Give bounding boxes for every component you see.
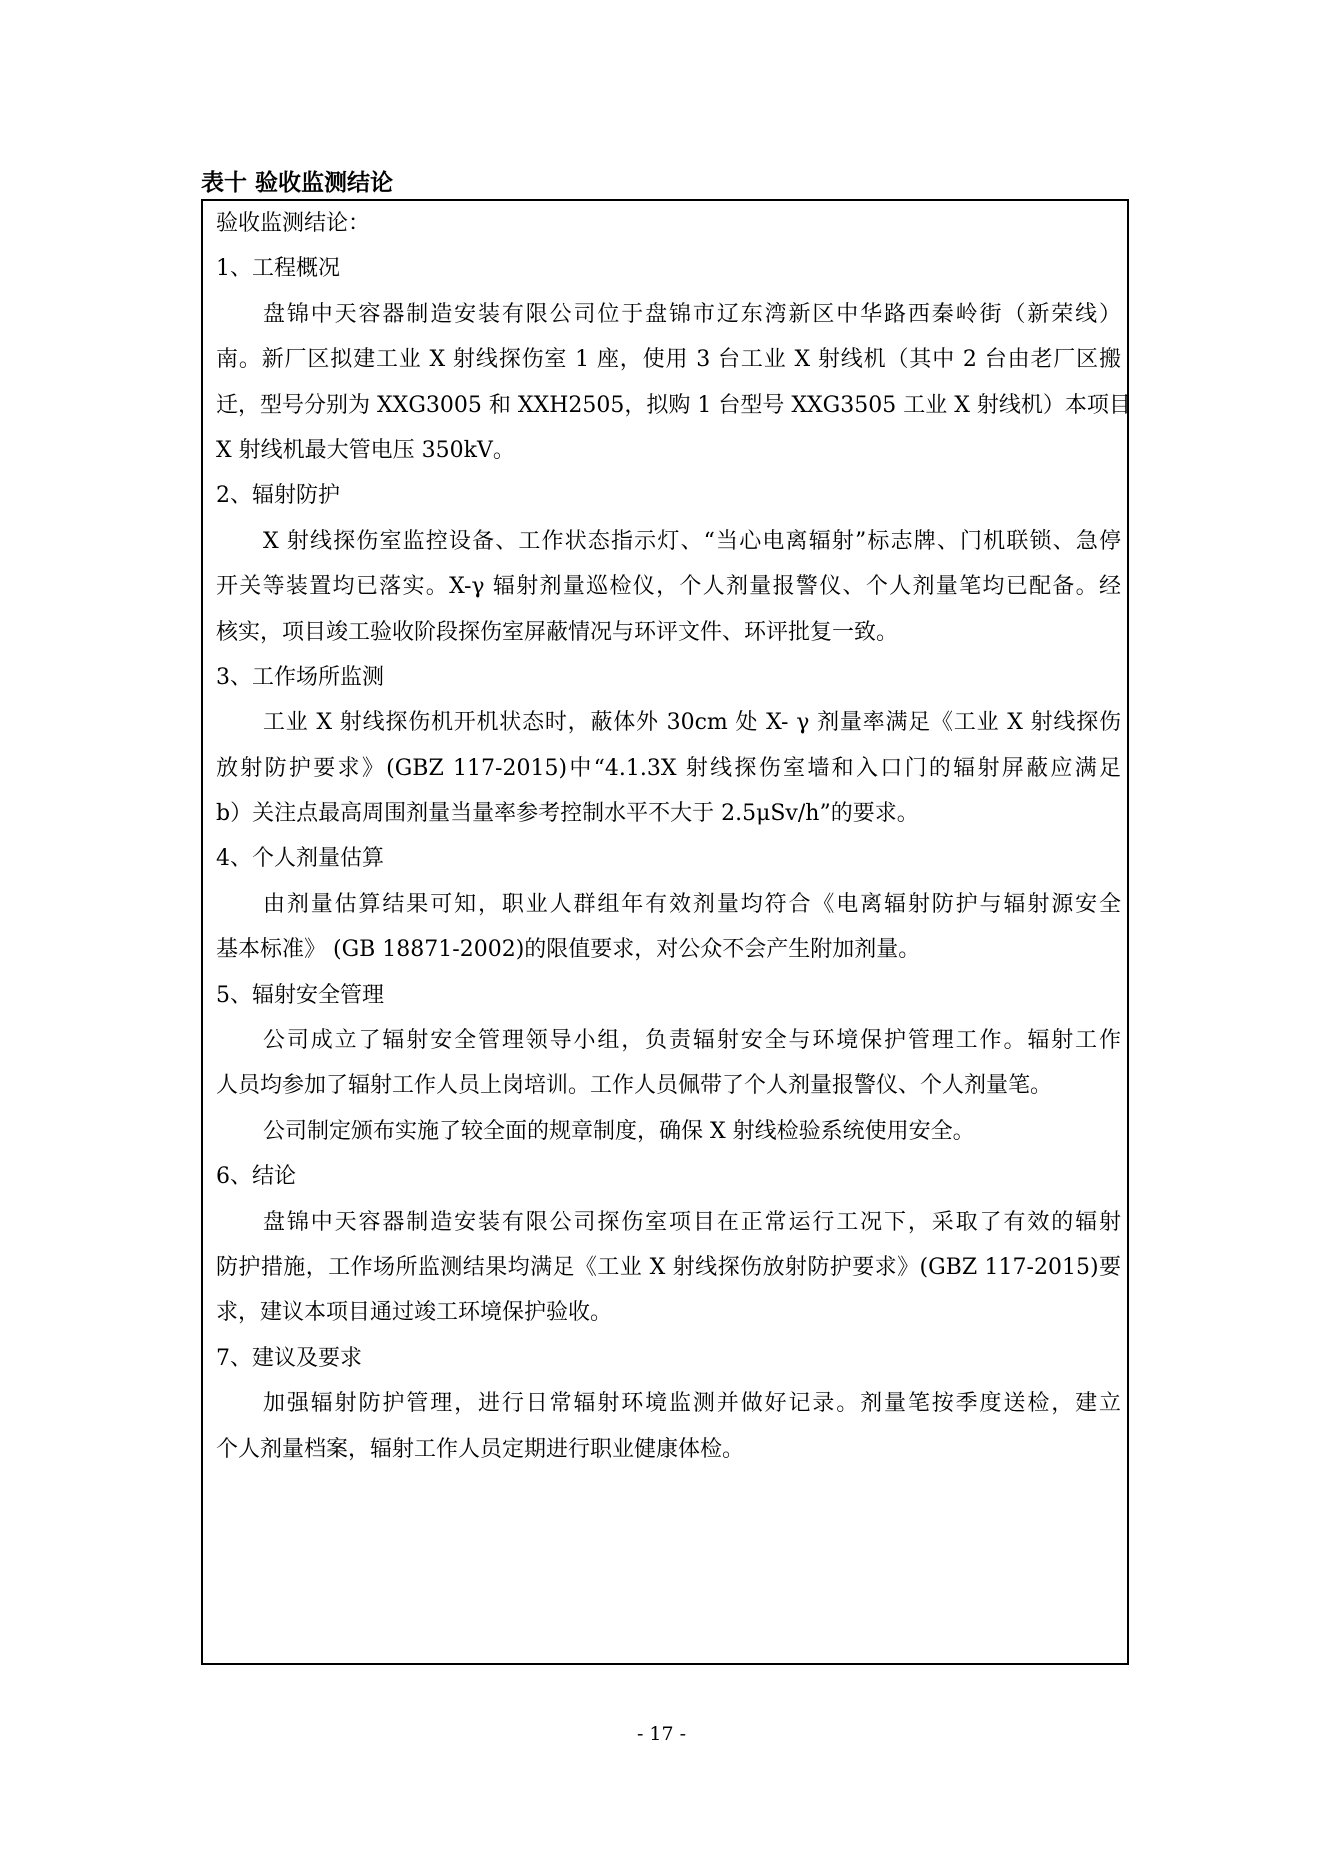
paragraph-line: X 射线探伤室监控设备、工作状态指示灯、“当心电离辐射”标志牌、门机联锁、急停	[263, 528, 1121, 554]
section-heading: 5、辐射安全管理	[216, 982, 384, 1008]
paragraph-line: 盘锦中天容器制造安装有限公司探伤室项目在正常运行工况下，采取了有效的辐射	[263, 1209, 1121, 1235]
paragraph-line: 公司成立了辐射安全管理领导小组，负责辐射安全与环境保护管理工作。辐射工作	[263, 1028, 1121, 1054]
paragraph-line: 放射防护要求》(GBZ 117-2015)中“4.1.3X 射线探伤室墙和入口门的辐射屏蔽应满足	[216, 755, 1121, 781]
conclusion-content	[216, 201, 1131, 1472]
conclusion-table	[201, 199, 1129, 1665]
paragraph-line: 个人剂量档案，辐射工作人员定期进行职业健康体检。	[216, 1436, 745, 1462]
section-heading: 4、个人剂量估算	[216, 846, 384, 872]
section-heading: 1、工程概况	[216, 256, 340, 282]
paragraph-line: X 射线机最大管电压 350kV。	[216, 437, 515, 463]
section-heading: 3、工作场所监测	[216, 664, 384, 690]
paragraph-line: 防护措施，工作场所监测结果均满足《工业 X 射线探伤放射防护要求》(GBZ 117-2015)要	[216, 1254, 1121, 1280]
section-heading: 7、建议及要求	[216, 1345, 362, 1371]
paragraph-line: 加强辐射防护管理，进行日常辐射环境监测并做好记录。剂量笔按季度送检，建立	[263, 1391, 1121, 1417]
paragraph-line: 人员均参加了辐射工作人员上岗培训。工作人员佩带了个人剂量报警仪、个人剂量笔。	[216, 1073, 1053, 1099]
paragraph-line: b）关注点最高周围剂量当量率参考控制水平不大于 2.5μSv/h”的要求。	[216, 801, 919, 827]
paragraph-line: 南。新厂区拟建工业 X 射线探伤室 1 座，使用 3 台工业 X 射线机（其中 2 台由老厂区搬	[216, 347, 1121, 373]
paragraph-line: 由剂量估算结果可知，职业人群组年有效剂量均符合《电离辐射防护与辐射源安全	[263, 891, 1121, 917]
table-title: 表十 验收监测结论	[201, 170, 394, 196]
paragraph-line: 迁，型号分别为 XXG3005 和 XXH2505，拟购 1 台型号 XXG3505 工业 X 射线机）本项目	[216, 392, 1131, 418]
paragraph-line: 求，建议本项目通过竣工环境保护验收。	[216, 1300, 613, 1326]
page-number: - 17 -	[636, 1723, 687, 1745]
paragraph-line: 工业 X 射线探伤机开机状态时，蔽体外 30cm 处 X- γ 剂量率满足《工业 X 射线探伤	[263, 710, 1121, 736]
paragraph-line: 基本标准》 (GB 18871-2002)的限值要求，对公众不会产生附加剂量。	[216, 937, 921, 963]
paragraph-line: 公司制定颁布实施了较全面的规章制度，确保 X 射线检验系统使用安全。	[263, 1118, 975, 1144]
table-header: 验收监测结论：	[216, 211, 371, 236]
section-heading: 6、结论	[216, 1164, 296, 1190]
section-heading: 2、辐射防护	[216, 483, 340, 509]
paragraph-line: 核实，项目竣工验收阶段探伤室屏蔽情况与环评文件、环评批复一致。	[216, 619, 899, 645]
paragraph-line: 开关等装置均已落实。X-γ 辐射剂量巡检仪，个人剂量报警仪、个人剂量笔均已配备。经	[216, 574, 1121, 600]
paragraph-line: 盘锦中天容器制造安装有限公司位于盘锦市辽东湾新区中华路西秦岭街（新荣线）	[263, 301, 1121, 327]
